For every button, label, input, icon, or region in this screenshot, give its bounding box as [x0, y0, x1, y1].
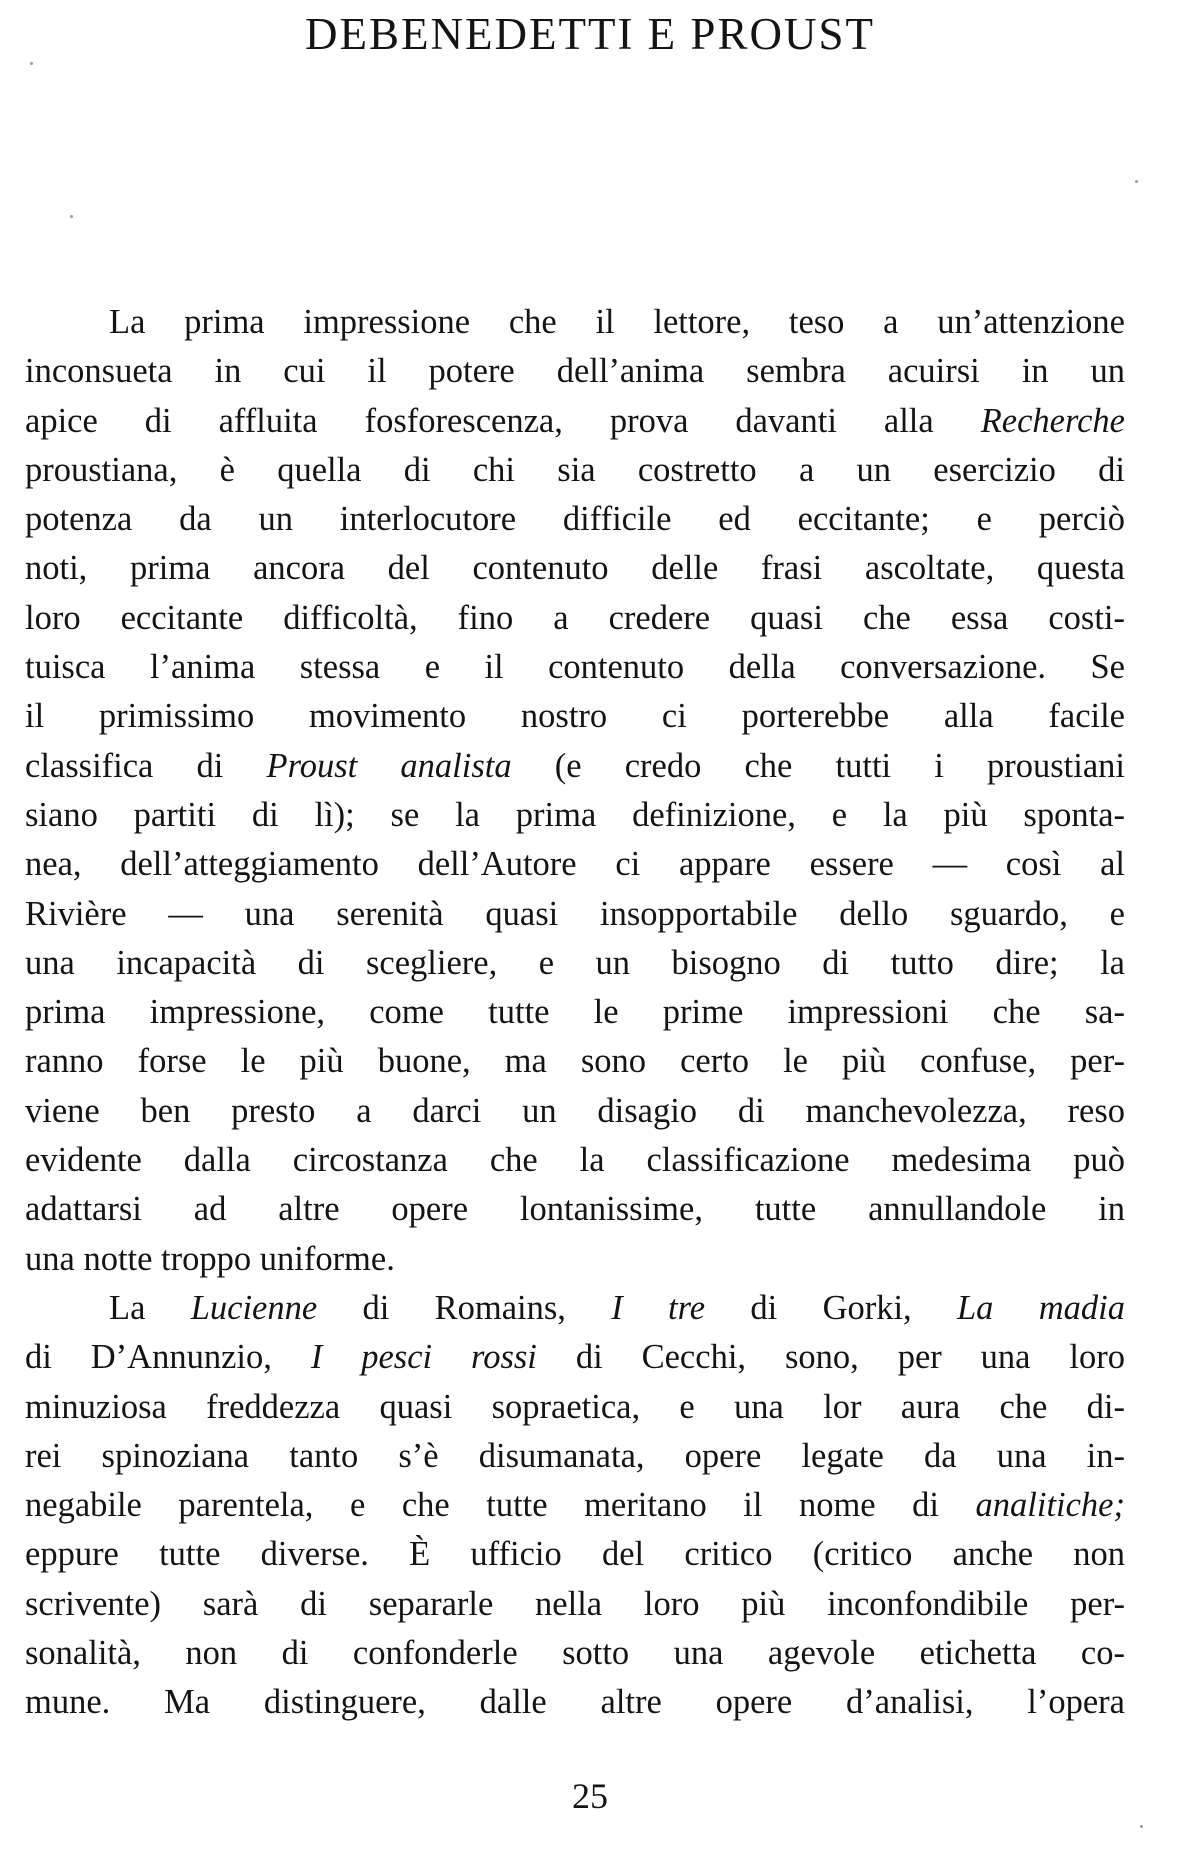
- scan-speck: [1140, 1825, 1143, 1828]
- text-run: siano partiti di lì); se la prima definizione, e la più sponta-: [25, 795, 1125, 834]
- text-run: di D’Annunzio,: [25, 1338, 311, 1377]
- text-run: una notte troppo uniforme.: [25, 1239, 395, 1278]
- text-run: classifica di: [25, 746, 267, 785]
- paragraph: [25, 1284, 1125, 1728]
- text-line: [25, 1678, 1125, 1727]
- text-line: [25, 1087, 1125, 1136]
- body-text: [25, 298, 1125, 1728]
- text-line: [25, 643, 1125, 692]
- text-run: noti, prima ancora del contenuto delle frasi ascoltate, questa: [25, 549, 1125, 588]
- text-run: nea, dell’atteggiamento dell’Autore ci appare essere — così al: [25, 845, 1125, 884]
- running-title: DEBENEDETTI E PROUST: [305, 9, 875, 59]
- text-run: prima impressione, come tutte le prime impressioni che sa-: [25, 993, 1125, 1032]
- text-line: [25, 1333, 1125, 1382]
- text-line: [25, 1037, 1125, 1086]
- text-run: Rivière — una serenità quasi insopportabile dello sguardo, e: [25, 894, 1125, 933]
- text-run: di Cecchi, sono, per una loro: [536, 1338, 1126, 1377]
- text-line: [25, 594, 1125, 643]
- text-run: viene ben presto a darci un disagio di manchevolezza, reso: [25, 1091, 1125, 1130]
- text-run: rei spinoziana tanto s’è disumanata, opere legate da una in-: [25, 1436, 1125, 1475]
- text-run: negabile parentela, e che tutte meritano il nome di: [25, 1486, 976, 1525]
- text-run: sonalità, non di confonderle sotto una agevole etichetta co-: [25, 1634, 1125, 1673]
- text-line: [25, 1185, 1125, 1234]
- scan-speck: [1135, 180, 1138, 183]
- text-run: il primissimo movimento nostro ci porterebbe alla facile: [25, 697, 1125, 736]
- text-run: scrivente) sarà di separarle nella loro più inconfondibile per-: [25, 1584, 1125, 1623]
- text-line: [25, 1481, 1125, 1530]
- text-run: inconsueta in cui il potere dell’anima sembra acuirsi in un: [25, 352, 1125, 391]
- text-run: potenza da un interlocutore difficile ed eccitante; e perciò: [25, 500, 1125, 539]
- text-line: [25, 1136, 1125, 1185]
- page-number: 25: [572, 1776, 608, 1816]
- text-run: La: [109, 1288, 191, 1327]
- text-run: eppure tutte diverse. È ufficio del critico (critico anche non: [25, 1535, 1125, 1574]
- text-line: [25, 1629, 1125, 1678]
- text-run: una incapacità di scegliere, e un bisogno di tutto dire; la: [25, 943, 1125, 982]
- italic-title: La madia: [957, 1288, 1125, 1327]
- text-line: [25, 988, 1125, 1037]
- text-run: di Romains,: [317, 1288, 612, 1327]
- text-run: loro eccitante difficoltà, fino a credere quasi che essa costi-: [25, 598, 1125, 637]
- text-line: [25, 939, 1125, 988]
- text-line: [25, 890, 1125, 939]
- text-run: La prima impressione che il lettore, teso a un’attenzione: [109, 303, 1125, 341]
- italic-title: I pesci rossi: [310, 1338, 537, 1377]
- text-line: [25, 495, 1125, 544]
- text-run: proustiana, è quella di chi sia costretto a un esercizio di: [25, 450, 1125, 489]
- italic-title: Lucienne: [190, 1288, 318, 1327]
- text-line: [25, 1432, 1125, 1481]
- text-line: [25, 791, 1125, 840]
- text-run: (e credo che tutti i proustiani: [511, 746, 1126, 785]
- paragraph: [25, 298, 1125, 1284]
- text-line: [25, 298, 1125, 347]
- text-line: [25, 544, 1125, 593]
- text-line: [25, 742, 1125, 791]
- scan-speck: [30, 62, 33, 65]
- italic-title: I tre: [611, 1288, 706, 1327]
- scan-speck: [70, 215, 73, 218]
- text-line: [25, 840, 1125, 889]
- text-line: [25, 1580, 1125, 1629]
- text-run: minuziosa freddezza quasi sopraetica, e una lor aura che di-: [25, 1387, 1125, 1426]
- text-line: [25, 446, 1125, 495]
- italic-title: analitiche;: [975, 1486, 1125, 1525]
- text-run: apice di affluita fosforescenza, prova davanti alla: [25, 401, 981, 440]
- italic-title: Recherche: [980, 401, 1125, 440]
- text-run: mune. Ma distinguere, dalle altre opere d’analisi, l’opera: [25, 1683, 1125, 1722]
- text-line: [25, 1284, 1125, 1333]
- text-line: [25, 692, 1125, 741]
- text-line: [25, 347, 1125, 396]
- text-run: ranno forse le più buone, ma sono certo le più confuse, per-: [25, 1042, 1125, 1081]
- text-line: [25, 1235, 1125, 1284]
- text-line: [25, 1530, 1125, 1579]
- text-run: evidente dalla circostanza che la classificazione medesima può: [25, 1141, 1125, 1180]
- italic-title: Proust analista: [266, 746, 512, 785]
- text-run: adattarsi ad altre opere lontanissime, tutte annullandole in: [25, 1190, 1125, 1229]
- text-line: [25, 1383, 1125, 1432]
- text-run: di Gorki,: [705, 1288, 957, 1327]
- text-run: tuisca l’anima stessa e il contenuto della conversazione. Se: [25, 648, 1125, 687]
- text-line: [25, 397, 1125, 446]
